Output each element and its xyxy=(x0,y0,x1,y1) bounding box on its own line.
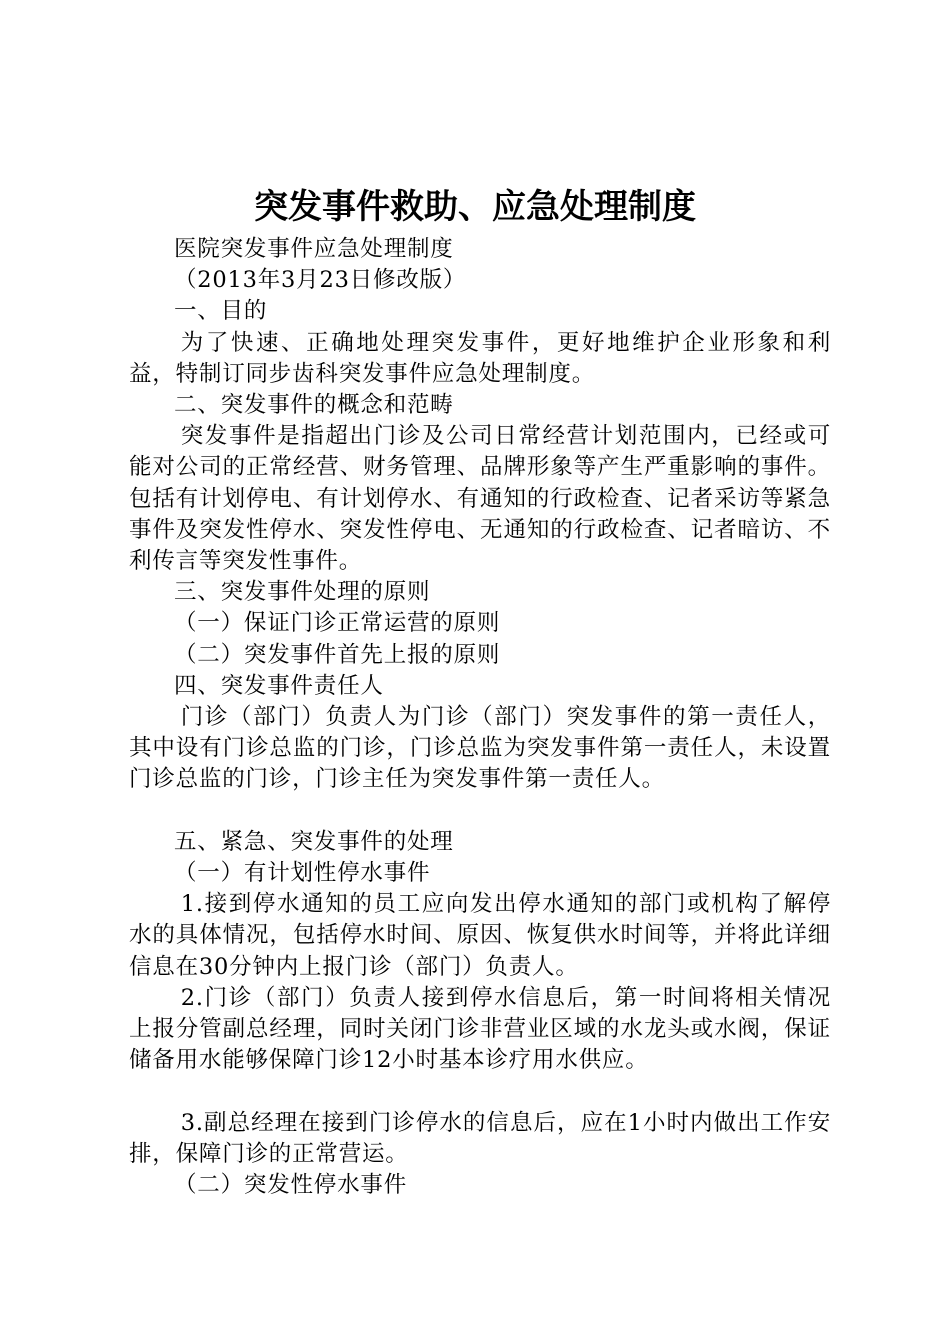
section-heading-responsible: 四、突发事件责任人 xyxy=(174,672,384,699)
blank-line xyxy=(129,1076,831,1107)
principle-item-2: （二）突发事件首先上报的原则 xyxy=(174,641,501,668)
paragraph-responsible: 门诊（部门）负责人为门诊（部门）突发事件的第一责任人，其中设有门诊总监的门诊，门诊总监为突发事件第一责任人，未设置门诊总监的门诊，门诊主任为突发事件第一责任人。 xyxy=(129,704,831,793)
principle-item-1: （一）保证门诊正常运营的原则 xyxy=(174,610,501,637)
blank-line xyxy=(129,796,831,827)
section-heading-principles: 三、突发事件处理的原则 xyxy=(174,579,431,606)
section-heading-concept: 二、突发事件的概念和范畴 xyxy=(174,392,454,419)
document-body xyxy=(129,234,831,1201)
paragraph-purpose: 为了快速、正确地处理突发事件，更好地维护企业形象和利益，特制订同步齿科突发事件应急处理制度。 xyxy=(129,329,831,387)
paragraph-step-1: 1.接到停水通知的员工应向发出停水通知的部门或机构了解停水的具体情况，包括停水时间、原因、恢复供水时间等，并将此详细信息在30分钟内上报门诊（部门）负责人。 xyxy=(129,891,831,980)
subsection-heading-planned-outage: （一）有计划性停水事件 xyxy=(174,860,431,887)
section-heading-purpose: 一、目的 xyxy=(174,298,268,325)
document-title: 突发事件救助、应急处理制度 xyxy=(254,187,696,227)
section-heading-handling: 五、紧急、突发事件的处理 xyxy=(174,828,454,855)
subsection-heading-sudden-outage: （二）突发性停水事件 xyxy=(174,1172,408,1199)
paragraph-revision-date: （2013年3月23日修改版） xyxy=(174,267,467,294)
paragraph-concept: 突发事件是指超出门诊及公司日常经营计划范围内，已经或可能对公司的正常经营、财务管理、品牌形象等产生严重影响的事件。包括有计划停电、有计划停水、有通知的行政检查、记者采访等紧急事件及突发性停水、突发性停电、无通知的行政检查、记者暗访、不利传言等突发性事件。 xyxy=(129,423,831,575)
paragraph-step-3: 3.副总经理在接到门诊停水的信息后，应在1小时内做出工作安排，保障门诊的正常营运。 xyxy=(129,1109,831,1167)
paragraph-step-2: 2.门诊（部门）负责人接到停水信息后，第一时间将相关情况上报分管副总经理，同时关闭门诊非营业区域的水龙头或水阀，保证储备用水能够保障门诊12小时基本诊疗用水供应。 xyxy=(129,984,831,1074)
paragraph-subtitle: 医院突发事件应急处理制度 xyxy=(174,236,454,262)
